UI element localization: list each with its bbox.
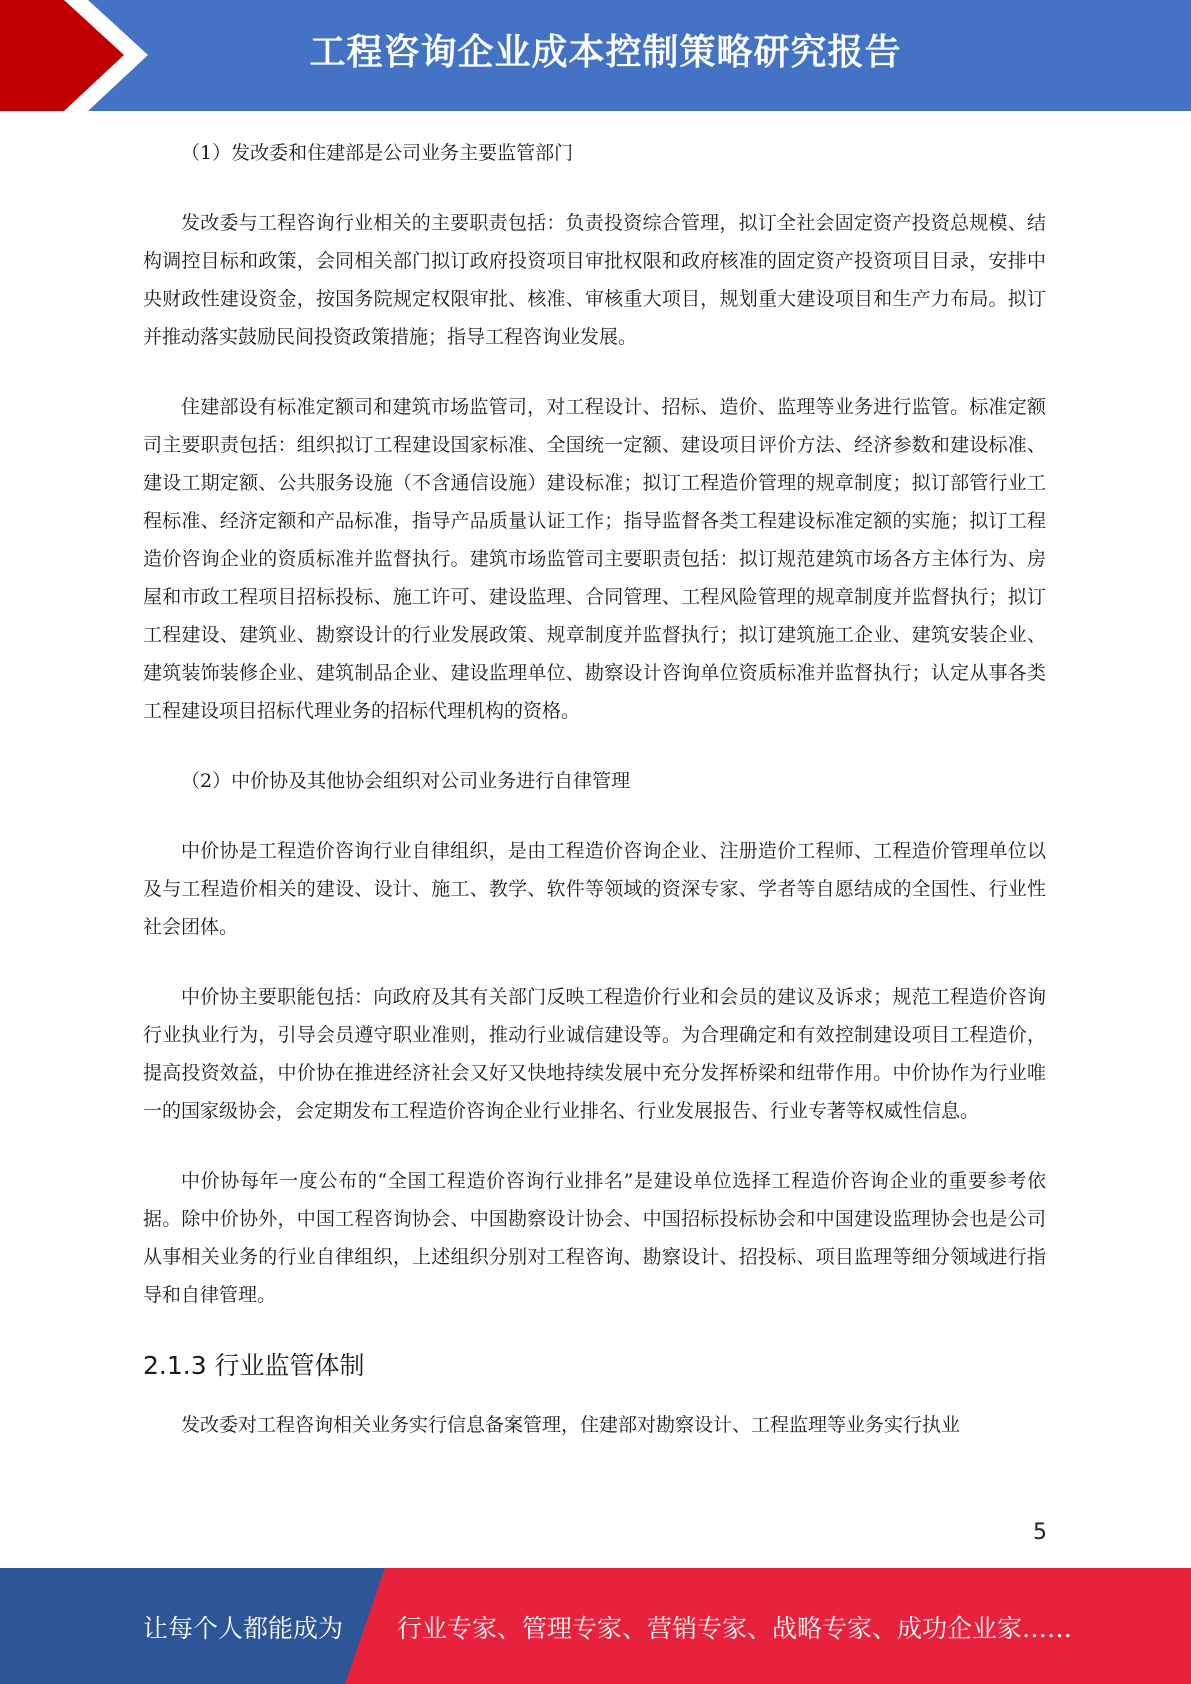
- page-number: 5: [1033, 1520, 1047, 1545]
- paragraph-3: 中价协是工程造价咨询行业自律组织，是由工程造价咨询企业、注册造价工程师、工程造价管理单位以及与工程造价相关的建设、设计、施工、教学、软件等领域的资深专家、学者等自愿结成的全国性、行业性社会团体。: [143, 840, 1046, 938]
- paragraph-4: 中价协主要职能包括：向政府及其有关部门反映工程造价行业和会员的建议及诉求；规范工程造价咨询行业执业行为，引导会员遵守职业准则，推动行业诚信建设等。为合理确定和有效控制建设项目工程造价，提高投资效益，中价协在推进经济社会又好又快地持续发展中充分发挥桥梁和纽带作用。中价协作为行业唯一的国家级协会，会定期发布工程造价咨询企业行业排名、行业发展报告、行业专著等权威性信息。: [143, 986, 1046, 1122]
- report-title: 工程咨询企业成本控制策略研究报告: [309, 32, 902, 73]
- footer-slogan-right: 行业专家、管理专家、营销专家、战略专家、成功企业家……: [397, 1614, 1073, 1643]
- paragraph-2: 住建部设有标准定额司和建筑市场监管司，对工程设计、招标、造价、监理等业务进行监管。标准定额司主要职责包括：组织拟订工程建设国家标准、全国统一定额、建设项目评价方法、经济参数和建设标准、建设工期定额、公共服务设施（不含通信设施）建设标准；拟订工程造价管理的规章制度；拟订部管行业工程标准、经济定额和产品标准，指导产品质量认证工作；指导监督各类工程建设标准定额的实施；拟订工程造价咨询企业的资质标准并监督执行。建筑市场监管司主要职责包括：拟订规范建筑市场各方主体行为、房屋和市政工程项目招标投标、施工许可、建设监理、合同管理、工程风险管理的规章制度并监督执行；拟订工程建设、建筑业、勘察设计的行业发展政策、规章制度并监督执行；拟订建筑施工企业、建筑安装企业、建筑装饰装修企业、建筑制品企业、建设监理单位、勘察设计咨询单位资质标准并监督执行；认定从事各类工程建设项目招标代理业务的招标代理机构的资格。: [143, 396, 1046, 722]
- page-footer: [0, 1568, 1191, 1684]
- subheading-2: （2）中价协及其他协会组织对公司业务进行自律管理: [181, 770, 631, 792]
- paragraph-5: 中价协每年一度公布的“全国工程造价咨询行业排名”是建设单位选择工程造价咨询企业的重要参考依据。除中价协外，中国工程咨询协会、中国勘察设计协会、中国招标投标协会和中国建设监理协会也是公司从事相关业务的行业自律组织，上述组织分别对工程咨询、勘察设计、招投标、项目监理等细分领域进行指导和自律管理。: [143, 1170, 1046, 1306]
- paragraph-6: 发改委对工程咨询相关业务实行信息备案管理，住建部对勘察设计、工程监理等业务实行执业: [181, 1414, 961, 1436]
- document-body: [143, 134, 1046, 1444]
- page-header: [0, 0, 1191, 111]
- subheading-1: （1）发改委和住建部是公司业务主要监管部门: [181, 142, 574, 164]
- paragraph-1: 发改委与工程咨询行业相关的主要职责包括：负责投资综合管理，拟订全社会固定资产投资总规模、结构调控目标和政策，会同相关部门拟订政府投资项目审批权限和政府核准的固定资产投资项目目录，安排中央财政性建设资金，按国务院规定权限审批、核准、审核重大项目，规划重大建设项目和生产力布局。拟订并推动落实鼓励民间投资政策措施；指导工程咨询业发展。: [143, 212, 1046, 348]
- section-heading: 2.1.3 行业监管体制: [143, 1351, 365, 1380]
- footer-slogan-left: 让每个人都能成为: [143, 1614, 344, 1643]
